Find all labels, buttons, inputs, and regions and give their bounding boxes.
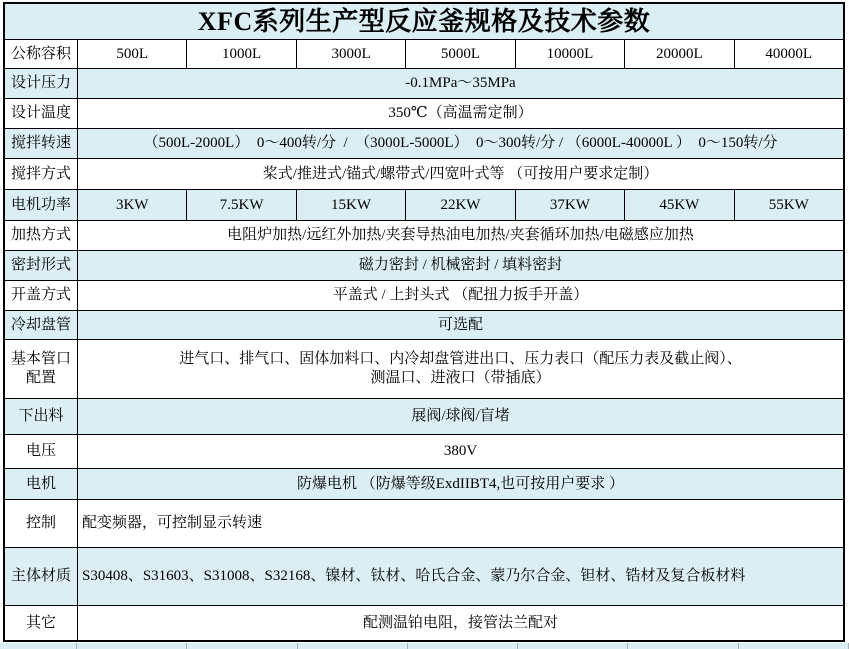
title-row [5, 4, 843, 40]
stirring-type-value: 桨式/推进式/锚式/螺带式/四宽叶式等 （可按用户要求定制） [262, 165, 659, 182]
seal-type-value: 磁力密封 / 机械密封 / 填料密封 [358, 257, 563, 273]
gridline-cell [408, 643, 518, 649]
capacity-value: 5000L [406, 40, 515, 68]
row-label-control: 控制 [5, 500, 78, 547]
row-label-nominal-capacity: 公称容积 [5, 40, 78, 68]
row-motor [5, 469, 843, 500]
row-heating-method [5, 221, 843, 251]
row-label-seal-type: 密封形式 [5, 251, 78, 280]
gridline-cell [628, 643, 738, 649]
capacity-value: 10000L [516, 40, 625, 68]
motor-power-value: 3KW [78, 190, 187, 220]
other-value: 配测温铂电阻，接管法兰配对 [362, 614, 558, 631]
spec-table [3, 2, 845, 642]
row-label-cover-opening: 开盖方式 [5, 281, 78, 310]
control-value: 配变频器，可控制显示转速 [82, 515, 263, 531]
row-label-nozzle-configuration: 基本管口配置 [5, 340, 78, 398]
row-nominal-capacity [5, 40, 843, 69]
row-label-other: 其它 [5, 606, 78, 640]
capacity-value: 1000L [187, 40, 296, 68]
design-temperature-value: 350℃（高温需定制） [388, 105, 533, 121]
row-design-pressure [5, 69, 843, 99]
capacity-value: 40000L [765, 45, 813, 62]
row-label-voltage: 电压 [5, 435, 78, 468]
stirring-speed-value: （500L-2000L） 0～400转/分 / （3000L-5000L） 0～300转/分 / （6000L-40000L ） 0～150转/分 [143, 135, 778, 151]
row-label-bottom-discharge: 下出料 [5, 399, 78, 434]
voltage-value: 380V [443, 443, 478, 459]
gridline-cell [518, 643, 628, 649]
motor-power-value: 37KW [516, 190, 625, 220]
gridline-cell [739, 643, 849, 649]
row-label-motor: 电机 [5, 469, 78, 499]
motor-power-value: 45KW [625, 190, 734, 220]
row-seal-type [5, 251, 843, 281]
design-pressure-value: -0.1MPa～35MPa [405, 75, 516, 91]
row-label-design-pressure: 设计压力 [5, 69, 78, 98]
row-other [5, 606, 843, 640]
row-label-stirring-speed: 搅拌转速 [5, 129, 78, 158]
row-control [5, 500, 843, 548]
motor-power-value: 22KW [406, 190, 515, 220]
row-motor-power [5, 190, 843, 221]
nozzle-configuration-line1: 进气口、排气口、固体加料口、内冷却盘管进出口、压力表口（配压力表及截止阀）、 [179, 351, 742, 367]
bottom-discharge-value: 展阀/球阀/盲堵 [411, 408, 510, 424]
nozzle-configuration-line2: 测温口、进液口（带插底） [370, 370, 551, 386]
row-stirring-speed [5, 129, 843, 159]
gridline-cell [298, 643, 408, 649]
row-body-material [5, 548, 843, 606]
motor-power-value: 55KW [768, 196, 809, 213]
gridline-cell [77, 643, 187, 649]
row-design-temperature [5, 99, 843, 129]
capacity-value: 500L [78, 40, 187, 68]
gridline-cell [187, 643, 297, 649]
row-label-motor-power: 电机功率 [5, 190, 78, 220]
motor-power-value: 7.5KW [187, 190, 296, 220]
row-cover-opening [5, 281, 843, 311]
capacity-value: 3000L [297, 40, 406, 68]
row-label-stirring-type: 搅拌方式 [5, 159, 78, 189]
nozzle-configuration-value [78, 340, 843, 398]
spreadsheet-gridline-strip [0, 643, 849, 649]
motor-value: 防爆电机 （防爆等级ExdIIBT4,也可按用户要求 ） [296, 475, 625, 492]
row-stirring-type [5, 159, 843, 190]
row-nozzle-configuration [5, 340, 843, 399]
row-cooling-coil [5, 311, 843, 340]
row-label-cooling-coil: 冷却盘管 [5, 311, 78, 339]
row-label-body-material: 主体材质 [5, 548, 78, 605]
row-label-heating-method: 加热方式 [5, 221, 78, 250]
cover-opening-value: 平盖式 / 上封头式 （配扭力扳手开盖） [332, 287, 589, 303]
row-bottom-discharge [5, 399, 843, 435]
row-label-design-temperature: 设计温度 [5, 99, 78, 128]
capacity-value: 20000L [625, 40, 734, 68]
body-material-value: S30408、S31603、S31008、S32168、镍材、钛材、哈氏合金、蒙乃尔合金、钽材、锆材及复合板材料 [82, 568, 746, 584]
motor-power-value: 15KW [297, 190, 406, 220]
heating-method-value: 电阻炉加热/远红外加热/夹套导热油电加热/夹套循环加热/电磁感应加热 [227, 227, 694, 243]
cooling-coil-value: 可选配 [437, 316, 483, 333]
gridline-cell [0, 643, 77, 649]
row-voltage [5, 435, 843, 469]
page-title: XFC系列生产型反应釜规格及技术参数 [197, 7, 651, 36]
